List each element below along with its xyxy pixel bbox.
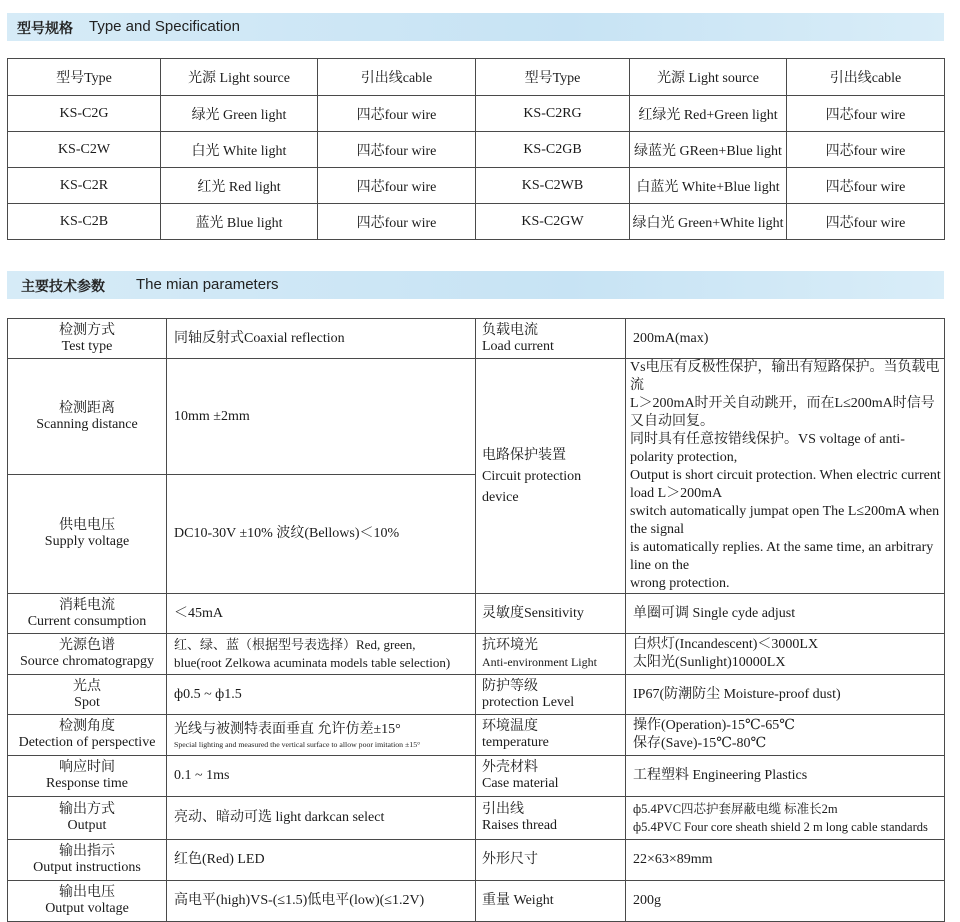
param-label-supply-voltage: 供电电压 Supply voltage: [8, 475, 167, 594]
cell-model: KS-C2G: [8, 96, 161, 132]
header-cable: 引出线cable: [318, 59, 476, 96]
cell-cable: 四芯four wire: [787, 96, 945, 132]
param-label-circuit-protection: 电路保护装置 Circuit protection device: [476, 359, 626, 594]
table-row: [8, 359, 945, 475]
table-row: [8, 594, 945, 634]
cell-model: KS-C2R: [8, 168, 161, 204]
param-label-protection-level: 防护等级 protection Level: [476, 675, 626, 715]
cell-light: 红绿光 Red+Green light: [630, 96, 787, 132]
param-label-output-mode: 输出方式 Output: [8, 797, 167, 840]
table-row: [8, 715, 945, 756]
param-label-temperature: 环境温度 temperature: [476, 715, 626, 756]
param-value-protection-level: IP67(防潮防尘 Moisture-proof dust): [626, 675, 945, 715]
param-value-supply-voltage: DC10-30V ±10% 波纹(Bellows)＜10%: [167, 475, 476, 594]
cell-light: 绿蓝光 GReen+Blue light: [630, 132, 787, 168]
cell-cable: 四芯four wire: [318, 96, 476, 132]
type-spec-table: [7, 58, 945, 240]
param-value-test-type: 同轴反射式Coaxial reflection: [167, 319, 476, 359]
param-label-load-current: 负载电流 Load current: [476, 319, 626, 359]
cell-cable: 四芯four wire: [318, 132, 476, 168]
table-row: [8, 204, 945, 240]
cell-light: 红光 Red light: [161, 168, 318, 204]
cell-cable: 四芯four wire: [318, 168, 476, 204]
param-label-spot: 光点 Spot: [8, 675, 167, 715]
param-label-test-type: 检测方式 Test type: [8, 319, 167, 359]
param-value-perspective: 光线与被测特表面垂直 允许仿差±15° Special lighting and measured the vertical surface to allow poor imitation ±15°: [167, 715, 476, 756]
param-value-weight: 200g: [626, 881, 945, 922]
cell-cable: 四芯four wire: [318, 204, 476, 240]
table-row: [8, 797, 945, 840]
table-row: [8, 96, 945, 132]
cell-light: 蓝光 Blue light: [161, 204, 318, 240]
param-value-temperature: 操作(Operation)-15℃-65℃ 保存(Save)-15℃-80℃: [626, 715, 945, 756]
param-label-scanning-distance: 检测距离 Scanning distance: [8, 359, 167, 475]
param-value-dimensions: 22×63×89mm: [626, 840, 945, 881]
param-label-response-time: 响应时间 Response time: [8, 756, 167, 797]
param-label-sensitivity: 灵敏度Sensitivity: [476, 594, 626, 634]
cell-model: KS-C2W: [8, 132, 161, 168]
param-label-output-instructions: 输出指示 Output instructions: [8, 840, 167, 881]
cell-cable: 四芯four wire: [787, 132, 945, 168]
header-type-2: 型号Type: [476, 59, 630, 96]
cell-model: KS-C2WB: [476, 168, 630, 204]
param-value-current-consumption: ＜45mA: [167, 594, 476, 634]
param-value-raises-thread: ф5.4PVC四芯护套屏蔽电缆 标准长2m ф5.4PVC Four core sheath shield 2 m long cable standards: [626, 797, 945, 840]
param-value-output-voltage: 高电平(high)VS-(≤1.5)低电平(low)(≤1.2V): [167, 881, 476, 922]
cell-model: KS-C2RG: [476, 96, 630, 132]
cell-model: KS-C2B: [8, 204, 161, 240]
param-value-spot: ф0.5 ~ ф1.5: [167, 675, 476, 715]
param-label-current-consumption: 消耗电流 Current consumption: [8, 594, 167, 634]
table-row: [8, 319, 945, 359]
table-row: [8, 634, 945, 675]
table-row: [8, 168, 945, 204]
table-header-row: [8, 59, 945, 96]
cell-light: 绿光 Green light: [161, 96, 318, 132]
param-value-source-chromatography: 红、绿、蓝（根据型号表选择）Red, green, blue(root Zelkowa acuminata models table selection): [167, 634, 476, 675]
param-label-case-material: 外壳材料 Case material: [476, 756, 626, 797]
cell-cable: 四芯four wire: [787, 204, 945, 240]
table-row: [8, 132, 945, 168]
param-value-load-current: 200mA(max): [626, 319, 945, 359]
cell-light: 绿白光 Green+White light: [630, 204, 787, 240]
param-value-scanning-distance: 10mm ±2mm: [167, 359, 476, 475]
param-label-anti-light: 抗环境光 Anti-environment Light: [476, 634, 626, 675]
header-type: 型号Type: [8, 59, 161, 96]
section-title-zh: 主要技术参数: [21, 279, 105, 295]
parameters-table: [7, 318, 945, 922]
section-title-zh: 型号规格: [17, 21, 73, 37]
param-label-perspective: 检测角度 Detection of perspective: [8, 715, 167, 756]
header-cable-2: 引出线cable: [787, 59, 945, 96]
table-row: [8, 840, 945, 881]
cell-light: 白光 White light: [161, 132, 318, 168]
header-light-source-2: 光源 Light source: [630, 59, 787, 96]
param-value-circuit-protection: Vs电压有反极性保护，输出有短路保护。当负载电流 L＞200mA时开关自动跳开，而在L≤200mA时信号又自动回复。 同时具有任意按错线保护。VS voltage of anti-polarity protection, Output is short circuit protection. When electric current load L＞200mA switch automatically jumpat open The L≤200mA when the signal is automatically replies. At the same time, an arbitrary line on the wrong protection.: [626, 359, 945, 594]
param-value-anti-light: 白炽灯(Incandescent)＜3000LX 太阳光(Sunlight)10000LX: [626, 634, 945, 675]
table-row: [8, 881, 945, 922]
param-value-response-time: 0.1 ~ 1ms: [167, 756, 476, 797]
param-value-case-material: 工程塑料 Engineering Plastics: [626, 756, 945, 797]
section-title-en: Type and Specification: [89, 18, 240, 35]
param-label-raises-thread: 引出线 Raises thread: [476, 797, 626, 840]
cell-cable: 四芯four wire: [787, 168, 945, 204]
param-value-sensitivity: 单圈可调 Single cyde adjust: [626, 594, 945, 634]
param-label-output-voltage: 输出电压 Output voltage: [8, 881, 167, 922]
param-value-output-mode: 亮动、暗动可选 light darkcan select: [167, 797, 476, 840]
param-label-source-chromatography: 光源色谱 Source chromatograpgy: [8, 634, 167, 675]
cell-light: 白蓝光 White+Blue light: [630, 168, 787, 204]
cell-model: KS-C2GB: [476, 132, 630, 168]
cell-model: KS-C2GW: [476, 204, 630, 240]
param-label-weight: 重量 Weight: [476, 881, 626, 922]
table-row: [8, 756, 945, 797]
param-label-dimensions: 外形尺寸: [476, 840, 626, 881]
section-header-parameters: [7, 271, 944, 299]
header-light-source: 光源 Light source: [161, 59, 318, 96]
section-title-en: The mian parameters: [136, 276, 279, 293]
param-value-output-instructions: 红色(Red) LED: [167, 840, 476, 881]
table-row: [8, 675, 945, 715]
section-header-type-spec: [7, 13, 944, 41]
